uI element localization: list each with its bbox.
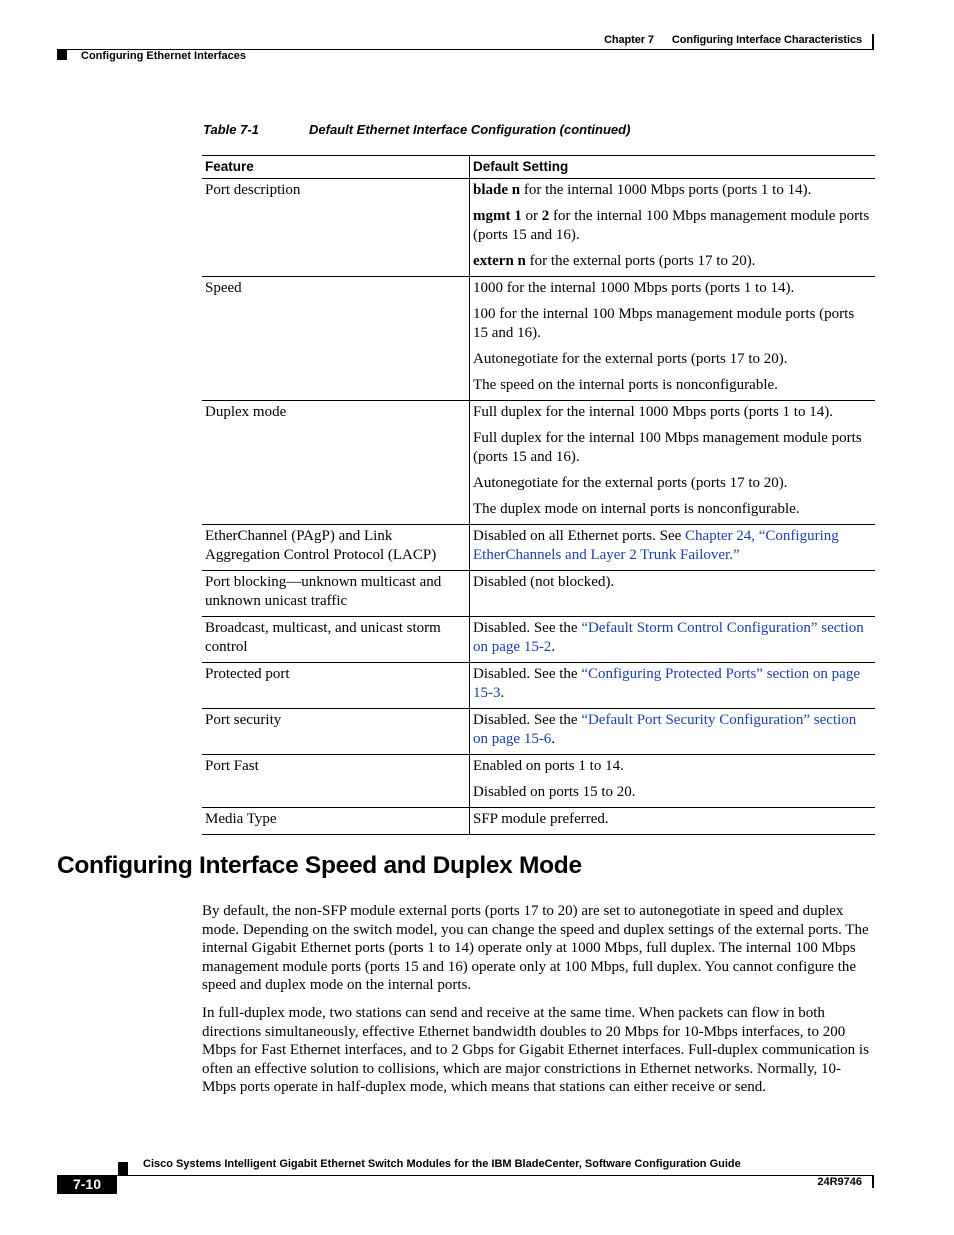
table-header-row [202, 156, 875, 179]
keyword: mgmt 1 [473, 208, 522, 224]
cell-text: Full duplex for the internal 100 Mbps management module ports (ports 15 and 16). [473, 430, 862, 465]
chapter-number: Chapter 7 [604, 34, 654, 46]
table-row [202, 755, 875, 808]
default-cell [470, 663, 876, 709]
cell-text: or [521, 208, 542, 224]
cell-text: . [551, 731, 556, 747]
cell-text: The speed on the internal ports is nonconfigurable. [473, 377, 778, 393]
cell-text: Disabled. See the [473, 712, 582, 728]
default-config-table [202, 155, 875, 835]
cell-text: for the internal 1000 Mbps ports (ports 1 to 14). [520, 182, 812, 198]
cell-text: . [500, 685, 505, 701]
column-header-feature: Feature [202, 156, 470, 179]
running-header-section: Configuring Ethernet Interfaces [81, 50, 247, 62]
default-cell [470, 401, 876, 525]
paragraph-text: By default, the non-SFP module external ports (ports 17 to 20) are set to autonegotiate in speed and duplex mode. Depending on the switch model, you can change the speed and duplex settings of the external ports. The internal Gigabit Ethernet ports (ports 1 to 14) operate only at 1000 Mbps, full duplex. The internal 100 Mbps management module ports (ports 15 and 16) operate only at 100 Mbps, full duplex. You cannot configure the speed and duplex mode on the internal ports. [202, 903, 869, 994]
header-marker [57, 50, 67, 60]
cell-text: Disabled on ports 15 to 20. [473, 784, 636, 800]
cell-text: The duplex mode on internal ports is nonconfigurable. [473, 501, 800, 517]
table-number: Table 7-1 [203, 122, 259, 137]
default-cell: Disabled (not blocked). [470, 571, 876, 617]
cell-text: Autonegotiate for the external ports (ports 17 to 20). [473, 475, 788, 491]
protected-ports-link[interactable]: “Configuring Protected Ports” section on page 15-3 [473, 666, 860, 701]
cell-text: Disabled. See the [473, 620, 582, 636]
chapter-title: Configuring Interface Characteristics [671, 34, 862, 46]
cell-text: Disabled on all Ethernet ports. See [473, 528, 686, 544]
cell-text: Disabled. See the [473, 666, 582, 682]
cell-text: Enabled on ports 1 to 14. [473, 758, 624, 774]
footer-marker [118, 1162, 128, 1176]
cell-text: 100 for the internal 100 Mbps management module ports (ports 15 and 16). [473, 306, 855, 341]
cell-text: 1000 for the internal 1000 Mbps ports (ports 1 to 14). [473, 280, 795, 296]
header-vertical-bar [872, 34, 874, 50]
table-row [202, 617, 875, 663]
table-row [202, 808, 875, 835]
default-cell: SFP module preferred. [470, 808, 876, 835]
table-row [202, 179, 875, 277]
document-number: 24R9746 [817, 1176, 862, 1188]
column-header-default: Default Setting [470, 156, 876, 179]
feature-cell: Port description [202, 179, 470, 277]
footer-vertical-bar [872, 1176, 874, 1188]
default-cell [470, 179, 876, 277]
section-heading: Configuring Interface Speed and Duplex Mode [57, 852, 582, 879]
table-row [202, 571, 875, 617]
body-paragraph [202, 902, 874, 995]
table-row [202, 277, 875, 401]
default-cell [470, 525, 876, 571]
feature-cell: Broadcast, multicast, and unicast storm control [202, 617, 470, 663]
feature-cell: Duplex mode [202, 401, 470, 525]
cell-text: Full duplex for the internal 1000 Mbps ports (ports 1 to 14). [473, 404, 833, 420]
cell-text: Autonegotiate for the external ports (ports 17 to 20). [473, 351, 788, 367]
table-row [202, 525, 875, 571]
storm-control-link[interactable]: “Default Storm Control Configuration” section on page 15-2 [473, 620, 864, 655]
cell-text: for the internal 100 Mbps management module ports (ports 15 and 16). [473, 208, 870, 243]
table-row [202, 401, 875, 525]
footer-book-title: Cisco Systems Intelligent Gigabit Ethernet Switch Modules for the IBM BladeCenter, Software Configuration Guide [143, 1158, 741, 1170]
feature-cell: Media Type [202, 808, 470, 835]
feature-cell: EtherChannel (PAgP) and Link Aggregation Control Protocol (LACP) [202, 525, 470, 571]
running-header-chapter [604, 34, 862, 46]
page-number: 7-10 [57, 1175, 117, 1194]
table-title: Default Ethernet Interface Configuration (continued) [309, 122, 631, 137]
feature-cell: Port Fast [202, 755, 470, 808]
keyword: 2 [541, 208, 550, 224]
feature-cell: Port blocking—unknown multicast and unknown unicast traffic [202, 571, 470, 617]
body-paragraph [202, 1004, 874, 1097]
feature-cell: Speed [202, 277, 470, 401]
cell-text: for the external ports (ports 17 to 20). [525, 253, 756, 269]
chapter-24-link[interactable]: Chapter 24, “Configuring EtherChannels and Layer 2 Trunk Failover.” [473, 528, 839, 563]
table-row [202, 709, 875, 755]
table-caption [203, 122, 630, 137]
keyword: blade n [473, 182, 521, 198]
default-cell [470, 755, 876, 808]
port-security-link[interactable]: “Default Port Security Configuration” section on page 15-6 [473, 712, 857, 747]
default-cell [470, 709, 876, 755]
paragraph-text: In full-duplex mode, two stations can send and receive at the same time. When packets can flow in both directions simultaneously, effective Ethernet bandwidth doubles to 20 Mbps for 10-Mbps interfaces, to 200 Mbps for Fast Ethernet interfaces, and to 2 Gbps for Gigabit Ethernet interfaces. Full-duplex communication is often an effective solution to collisions, which are major constrictions in Ethernet networks. Normally, 10-Mbps ports operate in half-duplex mode, which means that stations can either receive or send. [202, 1005, 869, 1096]
feature-cell: Port security [202, 709, 470, 755]
footer-rule [57, 1175, 874, 1176]
default-cell [470, 617, 876, 663]
feature-cell: Protected port [202, 663, 470, 709]
cell-text: . [551, 639, 556, 655]
table-row [202, 663, 875, 709]
default-cell [470, 277, 876, 401]
keyword: extern n [473, 253, 526, 269]
